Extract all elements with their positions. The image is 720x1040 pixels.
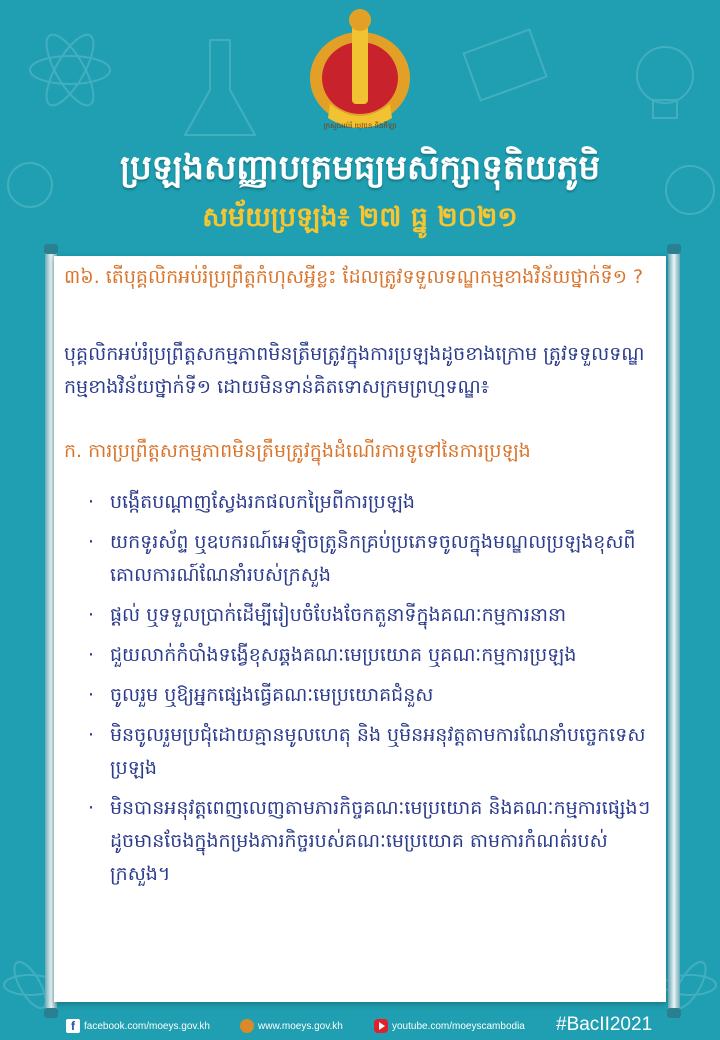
- moeys-logo-icon: [240, 1019, 254, 1033]
- bullet-icon: ·: [88, 684, 95, 706]
- list-item-text: បង្កើតបណ្ដាញស្វែងរកផលកម្រៃពីការប្រឡង: [110, 491, 415, 513]
- page-title: ប្រឡងសញ្ញាបត្រមធ្យមសិក្សាទុតិយភូមិ: [119, 148, 601, 188]
- flask-icon: [185, 40, 255, 135]
- footer-bar: [0, 1012, 720, 1040]
- bullet-icon: ·: [88, 531, 95, 553]
- emblem-text: ក្រសួងអប់រំ យុវជន និងកីឡា: [323, 122, 397, 130]
- list-item: [84, 526, 654, 592]
- youtube-link-text: youtube.com/moeyscambodia: [392, 1020, 525, 1032]
- facebook-link[interactable]: [66, 1018, 210, 1034]
- list-item-text: មិនបានអនុវត្តពេញលេញតាមភារកិច្ចគណៈមេប្រយោគ និងគណៈកម្មការផ្សេងៗ ដូចមានចែងក្នុងកម្រងភារកិច្ចរបស់គណៈមេប្រយោគ តាមការកំណត់របស់ក្រសួង។: [110, 797, 651, 885]
- list-item-text: ជួយលាក់កំបាំងទង្វើខុសឆ្គងគណៈមេប្រយោគ ឬគណៈកម្មការប្រឡង: [110, 644, 577, 666]
- violation-list: [84, 486, 654, 898]
- bullet-icon: ·: [88, 491, 95, 513]
- section-heading: ក. ការប្រព្រឹត្តសកម្មភាពមិនត្រឹមត្រូវក្នុងដំណើរការទូទៅនៃការប្រឡង: [64, 440, 531, 462]
- bullet-icon: ·: [88, 724, 95, 746]
- youtube-icon: [374, 1019, 388, 1033]
- question-heading: ៣៦. តើបុគ្គលិកអប់រំប្រព្រឹត្តកំហុសអ្វីខ្លះ ដែលត្រូវទទួលទណ្ឌកម្មខាងវិន័យថ្នាក់ទី១ ?: [64, 266, 644, 288]
- facebook-link-text: facebook.com/moeys.gov.kh: [84, 1020, 210, 1032]
- list-item: [84, 679, 654, 712]
- intro-paragraph: បុគ្គលិកអប់រំប្រព្រឹត្តសកម្មភាពមិនត្រឹមត្រូវក្នុងការប្រឡងដូចខាងក្រោម ត្រូវទទួលទណ្ឌកម្មខាងវិន័យថ្នាក់ទី១ ដោយមិនទាន់គិតទោសក្រមព្រហ្មទណ្ឌ៖: [64, 343, 645, 398]
- content-card: [54, 256, 666, 1002]
- exam-date-subtitle: សម័យប្រឡង៖ ២៧ ធ្នូ ២០២១: [202, 202, 518, 233]
- list-item-text: ចូលរួម ឬឱ្យអ្នកផ្សេងធ្វើគណៈមេប្រយោគជំនួស: [110, 684, 434, 706]
- website-link[interactable]: [240, 1018, 343, 1034]
- website-link-text: www.moeys.gov.kh: [258, 1020, 343, 1032]
- list-item-text: ផ្ដល់ ឬទទួលប្រាក់ដើម្បីរៀបចំបែងចែកតួនាទីក្នុងគណៈកម្មការនានា: [110, 604, 567, 626]
- list-item: [84, 486, 654, 519]
- list-item: [84, 599, 654, 632]
- ministry-emblem: [300, 6, 420, 140]
- list-item: [84, 792, 654, 891]
- book-icon: [464, 30, 547, 101]
- facebook-icon: f: [66, 1019, 80, 1033]
- atom-icon: [30, 28, 110, 111]
- list-item: [84, 639, 654, 672]
- list-item-text: យកទូរស័ព្ទ ឬឧបករណ៍អេឡិចត្រូនិកគ្រប់ប្រភេទចូលក្នុងមណ្ឌលប្រឡងខុសពីគោលការណ៍ណែនាំរបស់ក្រសួង: [110, 531, 636, 586]
- bullet-icon: ·: [88, 797, 95, 819]
- youtube-link[interactable]: [374, 1018, 525, 1034]
- lightbulb-icon: [637, 47, 693, 118]
- bullet-icon: ·: [88, 604, 95, 626]
- list-item-text: មិនចូលរួមប្រជុំដោយគ្មានមូលហេតុ និង ឬមិនអនុវត្តតាមការណែនាំបច្ចេកទេសប្រឡង: [110, 724, 646, 779]
- bullet-icon: ·: [88, 644, 95, 666]
- hashtag: #BacII2021: [556, 1014, 653, 1035]
- scroll-rod-right: [668, 248, 680, 1014]
- list-item: [84, 719, 654, 785]
